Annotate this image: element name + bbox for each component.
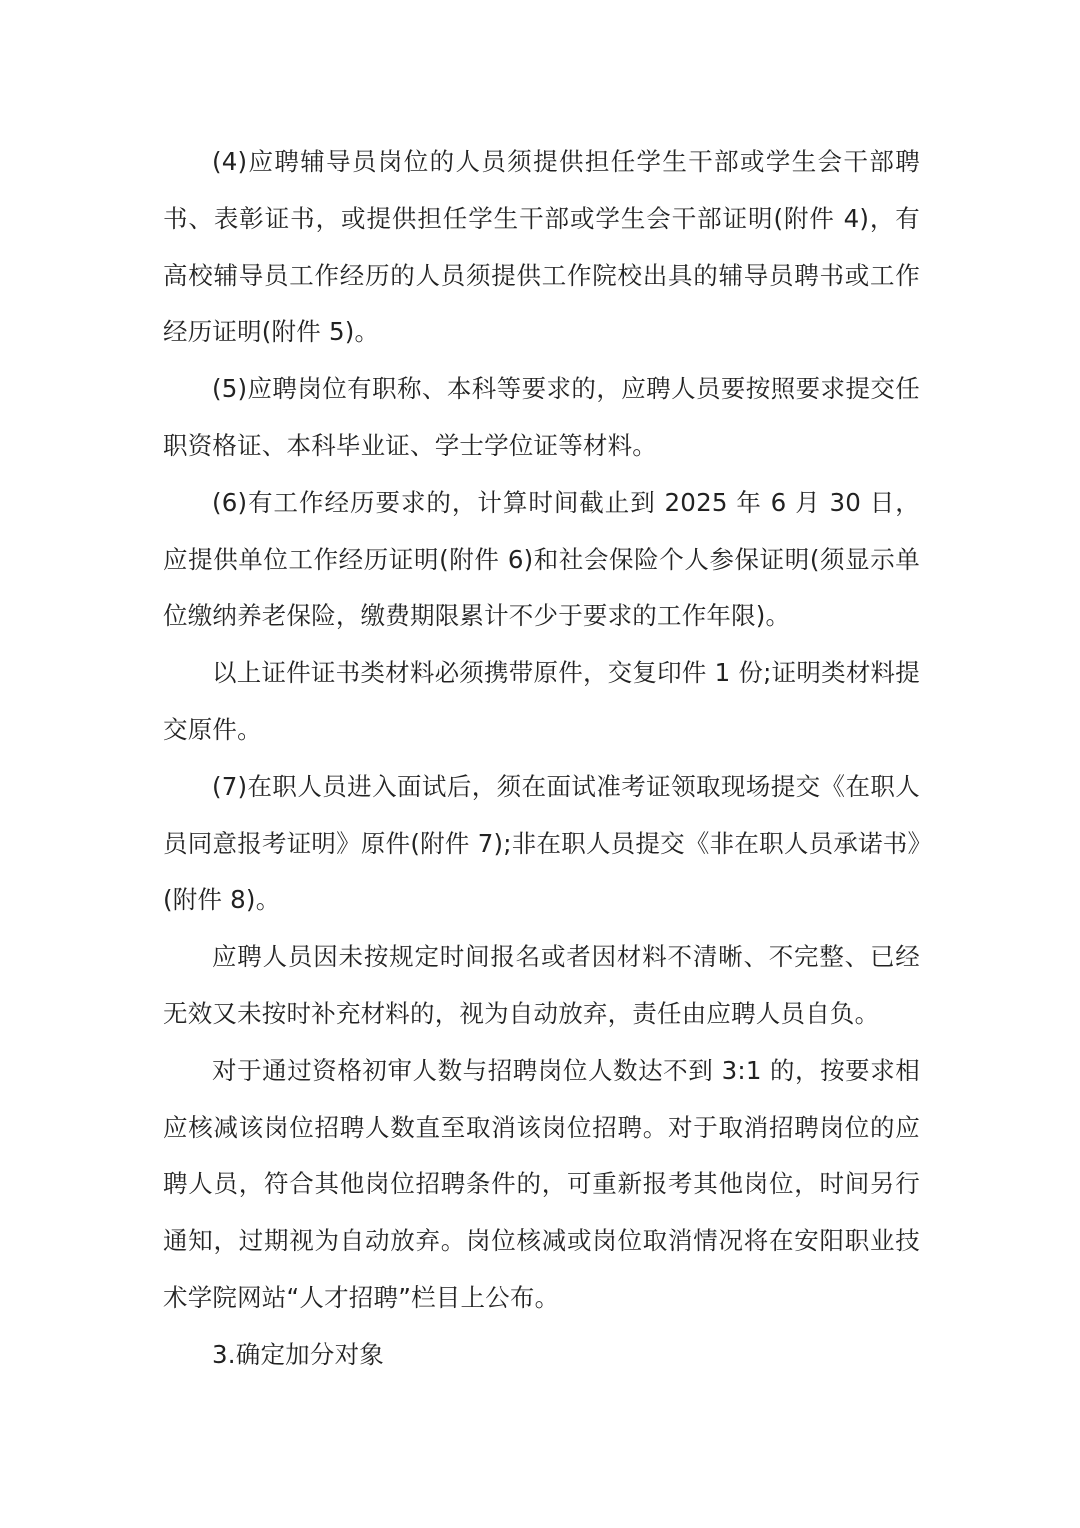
paragraph-incomplete-materials: 应聘人员因未按规定时间报名或者因材料不清晰、不完整、已经无效又未按时补充材料的，视为自动放弃，责任由应聘人员自负。 [163,942,920,1028]
paragraph-item-6-work-experience: (6)有工作经历要求的，计算时间截止到 2025 年 6 月 30 日，应提供单位工作经历证明(附件 6)和社会保险个人参保证明(须显示单位缴纳养老保险，缴费期限累计不少于要求的工作年限)。 [163,487,920,631]
paragraph-ratio-requirement: 对于通过资格初审人数与招聘岗位人数达不到 3:1 的，按要求相应核减该岗位招聘人数直至取消该岗位招聘。对于取消招聘岗位的应聘人员，符合其他岗位招聘条件的，可重新报考其他岗位，时间另行通知，过期视为自动放弃。岗位核减或岗位取消情况将在安阳职业技术学院网站“人才招聘”栏目上公布。 [163,1055,920,1312]
document-body [163,134,920,1384]
paragraph-item-7-employment-proof: (7)在职人员进入面试后，须在面试准考证领取现场提交《在职人员同意报考证明》原件(附件 7);非在职人员提交《非在职人员承诺书》(附件 8)。 [163,771,920,915]
paragraph-item-5-qualifications: (5)应聘岗位有职称、本科等要求的，应聘人员要按照要求提交任职资格证、本科毕业证、学士学位证等材料。 [163,374,920,460]
section-heading-bonus-points: 3.确定加分对象 [212,1339,384,1369]
paragraph-item-4-certificates: (4)应聘辅导员岗位的人员须提供担任学生干部或学生会干部聘书、表彰证书，或提供担任学生干部或学生会干部证明(附件 4)，有高校辅导员工作经历的人员须提供工作院校出具的辅导员聘书或工作经历证明(附件 5)。 [163,147,920,347]
paragraph-original-documents-note: 以上证件证书类材料必须携带原件，交复印件 1 份;证明类材料提交原件。 [163,658,920,744]
